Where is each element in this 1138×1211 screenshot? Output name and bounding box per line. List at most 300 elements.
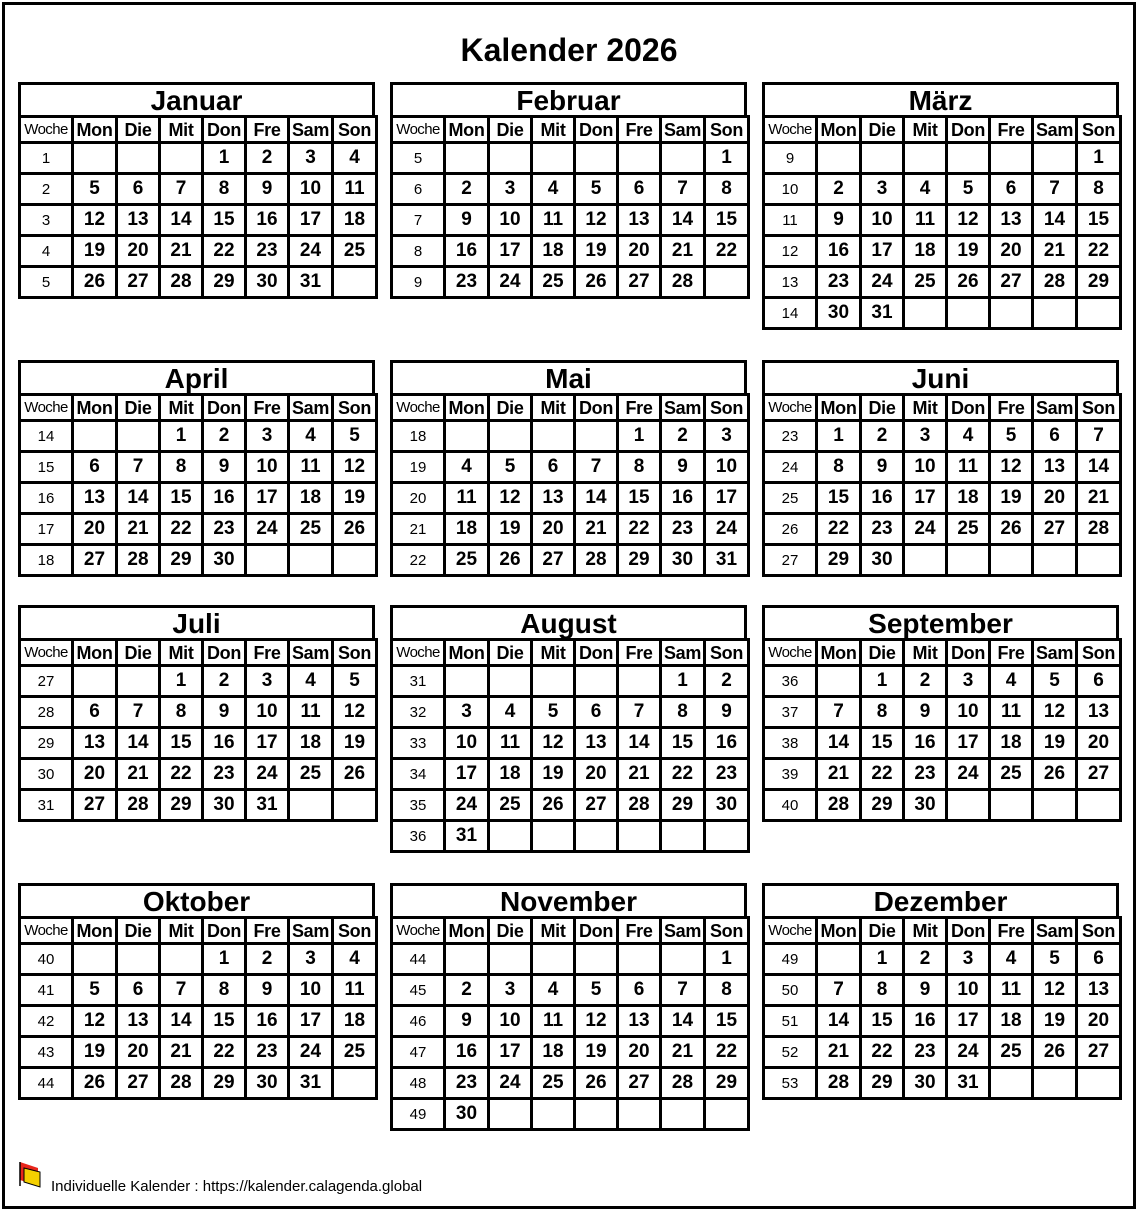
- weekday-header: Mon: [73, 918, 117, 944]
- day-cell: 31: [445, 821, 489, 852]
- empty-day-cell: [1033, 1068, 1077, 1099]
- day-cell: 4: [990, 944, 1033, 975]
- empty-day-cell: [445, 421, 489, 452]
- week-row: [392, 514, 749, 545]
- empty-day-cell: [904, 143, 947, 174]
- week-number: 28: [20, 697, 73, 728]
- week-number: 50: [764, 975, 817, 1006]
- day-cell: 9: [904, 975, 947, 1006]
- day-cell: 4: [333, 143, 377, 174]
- weekday-header: Fre: [990, 395, 1033, 421]
- day-cell: 10: [861, 205, 904, 236]
- day-cell: 3: [489, 174, 532, 205]
- day-cell: 14: [160, 1006, 203, 1037]
- day-cell: 7: [117, 697, 160, 728]
- weekday-header: Fre: [990, 640, 1033, 666]
- day-cell: 9: [203, 697, 246, 728]
- day-cell: 22: [203, 236, 246, 267]
- day-cell: 23: [861, 514, 904, 545]
- day-cell: 31: [705, 545, 749, 576]
- day-cell: 21: [160, 1037, 203, 1068]
- day-cell: 20: [1033, 483, 1077, 514]
- day-cell: 26: [1033, 1037, 1077, 1068]
- day-cell: 14: [1077, 452, 1121, 483]
- month-table: [390, 916, 750, 1131]
- empty-day-cell: [117, 666, 160, 697]
- weekday-header: Mit: [160, 117, 203, 143]
- day-cell: 15: [861, 728, 904, 759]
- empty-day-cell: [817, 143, 861, 174]
- day-cell: 2: [705, 666, 749, 697]
- day-cell: 21: [117, 759, 160, 790]
- weekday-header: Mon: [817, 395, 861, 421]
- day-cell: 21: [575, 514, 618, 545]
- weekday-header: Don: [575, 918, 618, 944]
- day-cell: 26: [990, 514, 1033, 545]
- month-table: [762, 115, 1122, 330]
- week-row: [20, 452, 377, 483]
- day-cell: 9: [445, 205, 489, 236]
- weekday-header: Sam: [289, 918, 333, 944]
- weekday-header: Mit: [904, 117, 947, 143]
- empty-day-cell: [1033, 143, 1077, 174]
- weekday-header: Mit: [532, 918, 575, 944]
- week-number: 14: [764, 298, 817, 329]
- day-cell: 21: [160, 236, 203, 267]
- weekday-header: Mit: [160, 918, 203, 944]
- weekday-header: Son: [705, 395, 749, 421]
- day-cell: 31: [289, 267, 333, 298]
- empty-day-cell: [705, 1099, 749, 1130]
- day-cell: 13: [73, 483, 117, 514]
- week-number: 10: [764, 174, 817, 205]
- week-row: [764, 697, 1121, 728]
- weekday-header: Die: [489, 640, 532, 666]
- day-cell: 14: [117, 728, 160, 759]
- day-cell: 20: [117, 236, 160, 267]
- month-table: [18, 916, 378, 1100]
- weekday-header: Son: [1077, 918, 1121, 944]
- day-cell: 24: [904, 514, 947, 545]
- weekday-header: Mon: [445, 395, 489, 421]
- weekday-header: Die: [861, 918, 904, 944]
- empty-day-cell: [904, 545, 947, 576]
- day-cell: 29: [705, 1068, 749, 1099]
- day-cell: 28: [1033, 267, 1077, 298]
- day-cell: 25: [532, 1068, 575, 1099]
- day-cell: 22: [661, 759, 705, 790]
- week-row: [764, 514, 1121, 545]
- month-table: [390, 638, 750, 853]
- day-cell: 9: [203, 452, 246, 483]
- day-cell: 4: [289, 666, 333, 697]
- weekday-header: Son: [705, 918, 749, 944]
- week-number: 33: [392, 728, 445, 759]
- day-cell: 17: [947, 1006, 990, 1037]
- day-cell: 20: [532, 514, 575, 545]
- day-cell: 28: [618, 790, 661, 821]
- day-cell: 29: [861, 1068, 904, 1099]
- empty-day-cell: [1033, 545, 1077, 576]
- day-cell: 27: [1033, 514, 1077, 545]
- day-cell: 17: [489, 236, 532, 267]
- month-block: [390, 360, 747, 577]
- week-row: [392, 1037, 749, 1068]
- day-cell: 23: [817, 267, 861, 298]
- day-cell: 18: [289, 483, 333, 514]
- weekday-header: Son: [1077, 117, 1121, 143]
- month-name: August: [390, 605, 747, 638]
- day-cell: 11: [289, 697, 333, 728]
- weekday-header-row: [392, 640, 749, 666]
- weekday-header: Sam: [289, 395, 333, 421]
- day-cell: 15: [618, 483, 661, 514]
- day-cell: 14: [661, 205, 705, 236]
- month-name: September: [762, 605, 1119, 638]
- empty-day-cell: [445, 944, 489, 975]
- weekday-header: Son: [705, 640, 749, 666]
- day-cell: 25: [532, 267, 575, 298]
- week-row: [20, 236, 377, 267]
- week-number: 18: [392, 421, 445, 452]
- day-cell: 22: [705, 1037, 749, 1068]
- empty-day-cell: [618, 821, 661, 852]
- weekday-header: Don: [947, 395, 990, 421]
- empty-day-cell: [990, 298, 1033, 329]
- day-cell: 22: [817, 514, 861, 545]
- day-cell: 14: [1033, 205, 1077, 236]
- week-row: [20, 759, 377, 790]
- day-cell: 1: [661, 666, 705, 697]
- empty-day-cell: [575, 143, 618, 174]
- day-cell: 30: [705, 790, 749, 821]
- weekday-header-row: [392, 395, 749, 421]
- day-cell: 4: [489, 697, 532, 728]
- day-cell: 21: [618, 759, 661, 790]
- day-cell: 13: [575, 728, 618, 759]
- week-row: [392, 452, 749, 483]
- day-cell: 24: [861, 267, 904, 298]
- week-number: 2: [20, 174, 73, 205]
- day-cell: 1: [160, 421, 203, 452]
- weekday-header-row: [392, 117, 749, 143]
- week-number: 34: [392, 759, 445, 790]
- day-cell: 23: [203, 759, 246, 790]
- weekday-header: Mit: [532, 640, 575, 666]
- week-number: 41: [20, 975, 73, 1006]
- day-cell: 1: [705, 143, 749, 174]
- week-row: [20, 267, 377, 298]
- week-row: [392, 944, 749, 975]
- day-cell: 27: [990, 267, 1033, 298]
- day-cell: 12: [947, 205, 990, 236]
- empty-day-cell: [289, 790, 333, 821]
- weekday-header: Mit: [904, 918, 947, 944]
- page-title: Kalender 2026: [460, 32, 678, 68]
- week-row: [764, 205, 1121, 236]
- week-row: [392, 236, 749, 267]
- day-cell: 9: [861, 452, 904, 483]
- week-number: 36: [764, 666, 817, 697]
- day-cell: 10: [246, 697, 289, 728]
- weekday-header: Sam: [289, 117, 333, 143]
- day-cell: 14: [160, 205, 203, 236]
- empty-day-cell: [73, 944, 117, 975]
- week-row: [20, 174, 377, 205]
- month-name: Dezember: [762, 883, 1119, 916]
- empty-day-cell: [532, 143, 575, 174]
- day-cell: 7: [160, 174, 203, 205]
- weekday-header: Mon: [73, 640, 117, 666]
- day-cell: 8: [705, 975, 749, 1006]
- day-cell: 16: [246, 1006, 289, 1037]
- week-number: 22: [392, 545, 445, 576]
- day-cell: 18: [333, 205, 377, 236]
- weekday-header: Don: [203, 640, 246, 666]
- week-number: 15: [20, 452, 73, 483]
- day-cell: 19: [575, 1037, 618, 1068]
- empty-day-cell: [661, 944, 705, 975]
- empty-day-cell: [73, 421, 117, 452]
- month-table: [18, 393, 378, 577]
- week-row: [20, 944, 377, 975]
- week-row: [392, 1068, 749, 1099]
- day-cell: 26: [73, 267, 117, 298]
- weekday-header: Don: [575, 117, 618, 143]
- weekday-header: Son: [1077, 395, 1121, 421]
- week-row: [392, 790, 749, 821]
- day-cell: 20: [618, 1037, 661, 1068]
- day-cell: 27: [532, 545, 575, 576]
- day-cell: 21: [117, 514, 160, 545]
- day-cell: 19: [990, 483, 1033, 514]
- day-cell: 4: [445, 452, 489, 483]
- day-cell: 6: [73, 697, 117, 728]
- day-cell: 6: [1033, 421, 1077, 452]
- weekday-header: Mit: [532, 117, 575, 143]
- day-cell: 23: [246, 236, 289, 267]
- day-cell: 12: [1033, 975, 1077, 1006]
- day-cell: 30: [246, 1068, 289, 1099]
- day-cell: 12: [575, 1006, 618, 1037]
- day-cell: 19: [1033, 728, 1077, 759]
- weekday-header-row: [20, 117, 377, 143]
- day-cell: 26: [333, 514, 377, 545]
- day-cell: 16: [203, 728, 246, 759]
- week-row: [764, 1068, 1121, 1099]
- footer-link[interactable]: Individuelle Kalender : https://kalender.calagenda.global: [51, 1178, 423, 1195]
- weekday-header: Mit: [904, 395, 947, 421]
- day-cell: 19: [73, 1037, 117, 1068]
- day-cell: 13: [618, 1006, 661, 1037]
- day-cell: 29: [1077, 267, 1121, 298]
- day-cell: 11: [532, 1006, 575, 1037]
- day-cell: 23: [203, 514, 246, 545]
- day-cell: 7: [1077, 421, 1121, 452]
- day-cell: 25: [333, 236, 377, 267]
- day-cell: 23: [445, 1068, 489, 1099]
- day-cell: 6: [618, 975, 661, 1006]
- day-cell: 24: [246, 759, 289, 790]
- day-cell: 6: [532, 452, 575, 483]
- day-cell: 8: [661, 697, 705, 728]
- day-cell: 5: [990, 421, 1033, 452]
- day-cell: 27: [73, 545, 117, 576]
- day-cell: 14: [817, 728, 861, 759]
- day-cell: 18: [532, 1037, 575, 1068]
- empty-day-cell: [990, 143, 1033, 174]
- week-row: [764, 728, 1121, 759]
- week-row: [764, 975, 1121, 1006]
- day-cell: 1: [618, 421, 661, 452]
- day-cell: 3: [445, 697, 489, 728]
- day-cell: 8: [160, 697, 203, 728]
- day-cell: 30: [203, 790, 246, 821]
- day-cell: 23: [904, 1037, 947, 1068]
- week-row: [20, 975, 377, 1006]
- day-cell: 16: [445, 1037, 489, 1068]
- empty-day-cell: [117, 143, 160, 174]
- weekday-header: Son: [1077, 640, 1121, 666]
- day-cell: 31: [947, 1068, 990, 1099]
- weekday-header-row: [764, 117, 1121, 143]
- empty-day-cell: [575, 944, 618, 975]
- week-row: [20, 1006, 377, 1037]
- day-cell: 5: [1033, 944, 1077, 975]
- weekday-header: Die: [117, 395, 160, 421]
- week-number: 30: [20, 759, 73, 790]
- week-label: Woche: [392, 395, 445, 421]
- day-cell: 7: [661, 975, 705, 1006]
- empty-day-cell: [904, 298, 947, 329]
- day-cell: 8: [861, 697, 904, 728]
- day-cell: 16: [861, 483, 904, 514]
- week-number: 17: [20, 514, 73, 545]
- day-cell: 24: [289, 1037, 333, 1068]
- day-cell: 29: [861, 790, 904, 821]
- day-cell: 17: [705, 483, 749, 514]
- day-cell: 16: [203, 483, 246, 514]
- day-cell: 2: [861, 421, 904, 452]
- weekday-header: Fre: [618, 640, 661, 666]
- month-name: März: [762, 82, 1119, 115]
- month-block: [762, 82, 1119, 330]
- day-cell: 5: [575, 975, 618, 1006]
- day-cell: 8: [861, 975, 904, 1006]
- empty-day-cell: [160, 143, 203, 174]
- weekday-header: Son: [333, 918, 377, 944]
- day-cell: 15: [705, 205, 749, 236]
- day-cell: 6: [575, 697, 618, 728]
- week-row: [392, 1006, 749, 1037]
- day-cell: 26: [947, 267, 990, 298]
- day-cell: 8: [1077, 174, 1121, 205]
- day-cell: 13: [618, 205, 661, 236]
- day-cell: 28: [1077, 514, 1121, 545]
- day-cell: 18: [445, 514, 489, 545]
- month-table: [390, 115, 750, 299]
- week-number: 3: [20, 205, 73, 236]
- week-row: [20, 483, 377, 514]
- empty-day-cell: [445, 666, 489, 697]
- day-cell: 31: [861, 298, 904, 329]
- day-cell: 27: [117, 1068, 160, 1099]
- week-row: [20, 143, 377, 174]
- weekday-header: Die: [489, 117, 532, 143]
- day-cell: 23: [445, 267, 489, 298]
- day-cell: 24: [947, 759, 990, 790]
- day-cell: 30: [246, 267, 289, 298]
- day-cell: 3: [289, 143, 333, 174]
- week-row: [392, 728, 749, 759]
- month-table: [18, 115, 378, 299]
- week-number: 31: [392, 666, 445, 697]
- week-number: 38: [764, 728, 817, 759]
- day-cell: 19: [73, 236, 117, 267]
- empty-day-cell: [489, 666, 532, 697]
- day-cell: 6: [990, 174, 1033, 205]
- day-cell: 12: [73, 205, 117, 236]
- week-number: 7: [392, 205, 445, 236]
- empty-day-cell: [117, 944, 160, 975]
- day-cell: 15: [203, 205, 246, 236]
- week-number: 48: [392, 1068, 445, 1099]
- week-number: 31: [20, 790, 73, 821]
- empty-day-cell: [661, 143, 705, 174]
- week-number: 44: [392, 944, 445, 975]
- day-cell: 3: [947, 944, 990, 975]
- weekday-header: Fre: [246, 117, 289, 143]
- day-cell: 25: [990, 759, 1033, 790]
- day-cell: 23: [246, 1037, 289, 1068]
- day-cell: 12: [489, 483, 532, 514]
- weekday-header: Son: [333, 640, 377, 666]
- empty-day-cell: [489, 421, 532, 452]
- weekday-header: Die: [861, 117, 904, 143]
- day-cell: 27: [1077, 759, 1121, 790]
- day-cell: 21: [817, 1037, 861, 1068]
- day-cell: 30: [445, 1099, 489, 1130]
- week-number: 40: [764, 790, 817, 821]
- day-cell: 12: [1033, 697, 1077, 728]
- day-cell: 13: [532, 483, 575, 514]
- day-cell: 14: [817, 1006, 861, 1037]
- day-cell: 18: [289, 728, 333, 759]
- empty-day-cell: [73, 143, 117, 174]
- day-cell: 18: [489, 759, 532, 790]
- month-block: [390, 883, 747, 1131]
- day-cell: 4: [532, 174, 575, 205]
- day-cell: 24: [489, 1068, 532, 1099]
- weekday-header: Fre: [990, 117, 1033, 143]
- month-block: [762, 605, 1119, 822]
- month-table: [762, 638, 1122, 822]
- day-cell: 28: [160, 1068, 203, 1099]
- day-cell: 12: [532, 728, 575, 759]
- day-cell: 16: [445, 236, 489, 267]
- day-cell: 20: [1077, 728, 1121, 759]
- day-cell: 12: [333, 452, 377, 483]
- week-number: 14: [20, 421, 73, 452]
- empty-day-cell: [1033, 790, 1077, 821]
- empty-day-cell: [947, 143, 990, 174]
- weekday-header: Fre: [990, 918, 1033, 944]
- month-block: [762, 360, 1119, 577]
- week-number: 6: [392, 174, 445, 205]
- weekday-header-row: [20, 640, 377, 666]
- week-row: [20, 205, 377, 236]
- day-cell: 22: [861, 1037, 904, 1068]
